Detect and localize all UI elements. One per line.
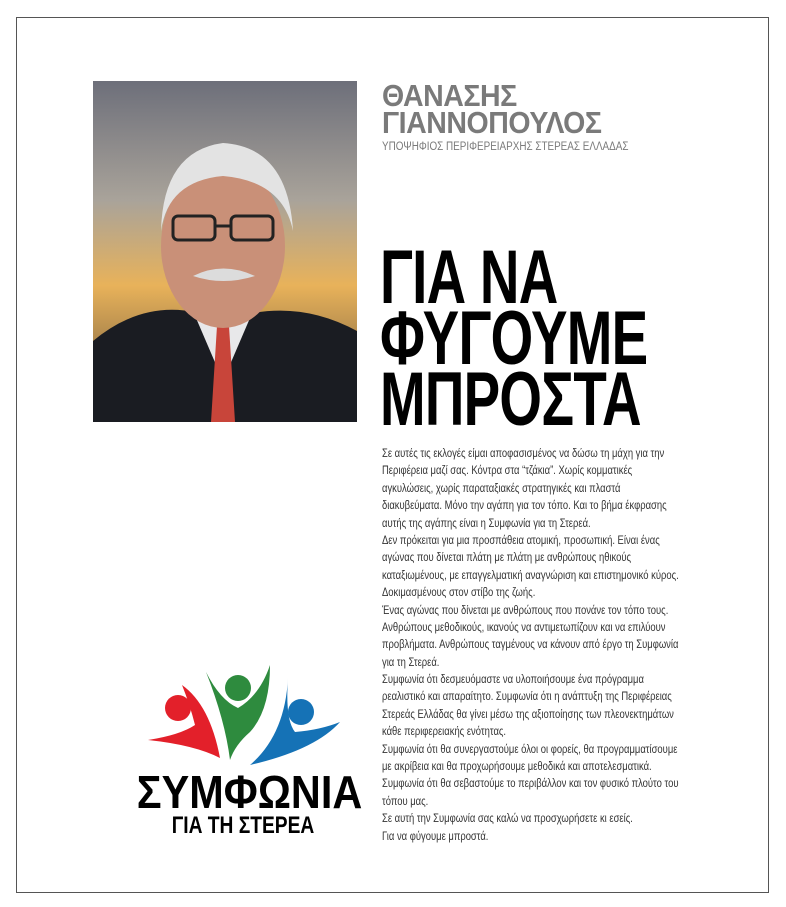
headline-line: ΜΠΡΟΣΤΑ bbox=[380, 357, 641, 442]
body-line: αγκυλώσεις, χωρίς παραταξιακές στρατηγικές και πλαστά bbox=[382, 482, 621, 495]
body-line: ρεαλιστικό και απαραίτητο. Συμφωνία ότι η ανάπτυξη της Περιφέρειας bbox=[382, 691, 672, 704]
headline-line: ΓΙΑ ΝΑ bbox=[380, 235, 558, 320]
candidate-name bbox=[382, 78, 602, 140]
logo-title: ΣΥΜΦΩΝΙΑ bbox=[136, 766, 363, 818]
body-line: κάθε περιφερειακής ενότητας. bbox=[382, 726, 507, 739]
body-line: καταξιωμένους, με επαγγελματική αναγνώριση και επιστημονικό κύρος. bbox=[382, 569, 679, 582]
body-line: για τη Στερεά. bbox=[382, 656, 440, 669]
body-line: Περιφέρεια μαζί σας. Κόντρα στα “τζάκια”. Χωρίς κομματικές bbox=[382, 465, 633, 478]
body-line: Ανθρώπους μεθοδικούς, ικανούς να αντιμετωπίζουν και να επιλύουν bbox=[382, 621, 666, 634]
headline-line: ΦΥΓΟΥΜΕ bbox=[380, 296, 648, 381]
candidate-last-name: ΓΙΑΝΝΟΠΟΥΛΟΣ bbox=[382, 105, 602, 140]
body-line: Δοκιμασμένους στον στίβο της ζωής. bbox=[382, 587, 536, 600]
body-line: προβλήματα. Ανθρώπους ταγμένους να κάνουν από έργο τη Συμφωνία bbox=[382, 639, 679, 652]
candidate-title: ΥΠΟΨΗΦΙΟΣ ΠΕΡΙΦΕΡΕΙΑΡΧΗΣ ΣΤΕΡΕΑΣ ΕΛΛΑΔΑΣ bbox=[382, 141, 629, 153]
body-line: Σε αυτή την Συμφωνία σας καλώ να προσχωρήσετε κι εσείς. bbox=[382, 813, 633, 826]
body-line: διακυβεύματα. Μόνο την αγάπη για τον τόπο. Και το βήμα έκφρασης bbox=[382, 500, 667, 513]
body-line: αγώνας που δίνεται πλάτη με πλάτη με ανθρώπους ηθικούς bbox=[382, 552, 632, 565]
body-line: Συμφωνία ότι δεσμευόμαστε να υλοποιήσουμε ένα πρόγραμμα bbox=[382, 674, 644, 687]
body-line: τόπου μας. bbox=[382, 795, 429, 808]
body-line: Στερεάς Ελλάδας θα γίνει μέσω της αξιοποίησης των πλεονεκτημάτων bbox=[382, 708, 674, 721]
people-icon bbox=[120, 650, 370, 780]
candidate-first-name: ΘΑΝΑΣΗΣ bbox=[382, 78, 517, 113]
body-line: Σε αυτές τις εκλογές είμαι αποφασισμένος να δώσω τη μάχη για την bbox=[382, 448, 665, 460]
body-line: Για να φύγουμε μπροστά. bbox=[382, 830, 489, 843]
body-text bbox=[382, 446, 679, 846]
body-line: Ένας αγώνας που δίνεται με ανθρώπους που πονάνε τον τόπο τους. bbox=[382, 604, 669, 617]
logo-subtitle: ΓΙΑ ΤΗ ΣΤΕΡΕΑ bbox=[171, 812, 315, 839]
body-line: Δεν πρόκειται για μια προσπάθεια ατομική, προσωπική. Είναι ένας bbox=[382, 534, 660, 547]
body-line: αυτής της αγάπης είναι η Συμφωνία για τη Στερεά. bbox=[382, 517, 591, 530]
candidate-photo bbox=[93, 81, 357, 422]
headline bbox=[380, 235, 648, 442]
body-line: Συμφωνία ότι θα σεβαστούμε το περιβάλλον και τον φυσικό πλούτο του bbox=[382, 778, 679, 791]
body-line: με ακρίβεια και θα προχωρήσουμε μεθοδικά και αποτελεσματικά. bbox=[382, 761, 652, 774]
body-line: Συμφωνία ότι θα συνεργαστούμε όλοι οι φορείς, θα προγραμματίσουμε bbox=[382, 743, 678, 756]
